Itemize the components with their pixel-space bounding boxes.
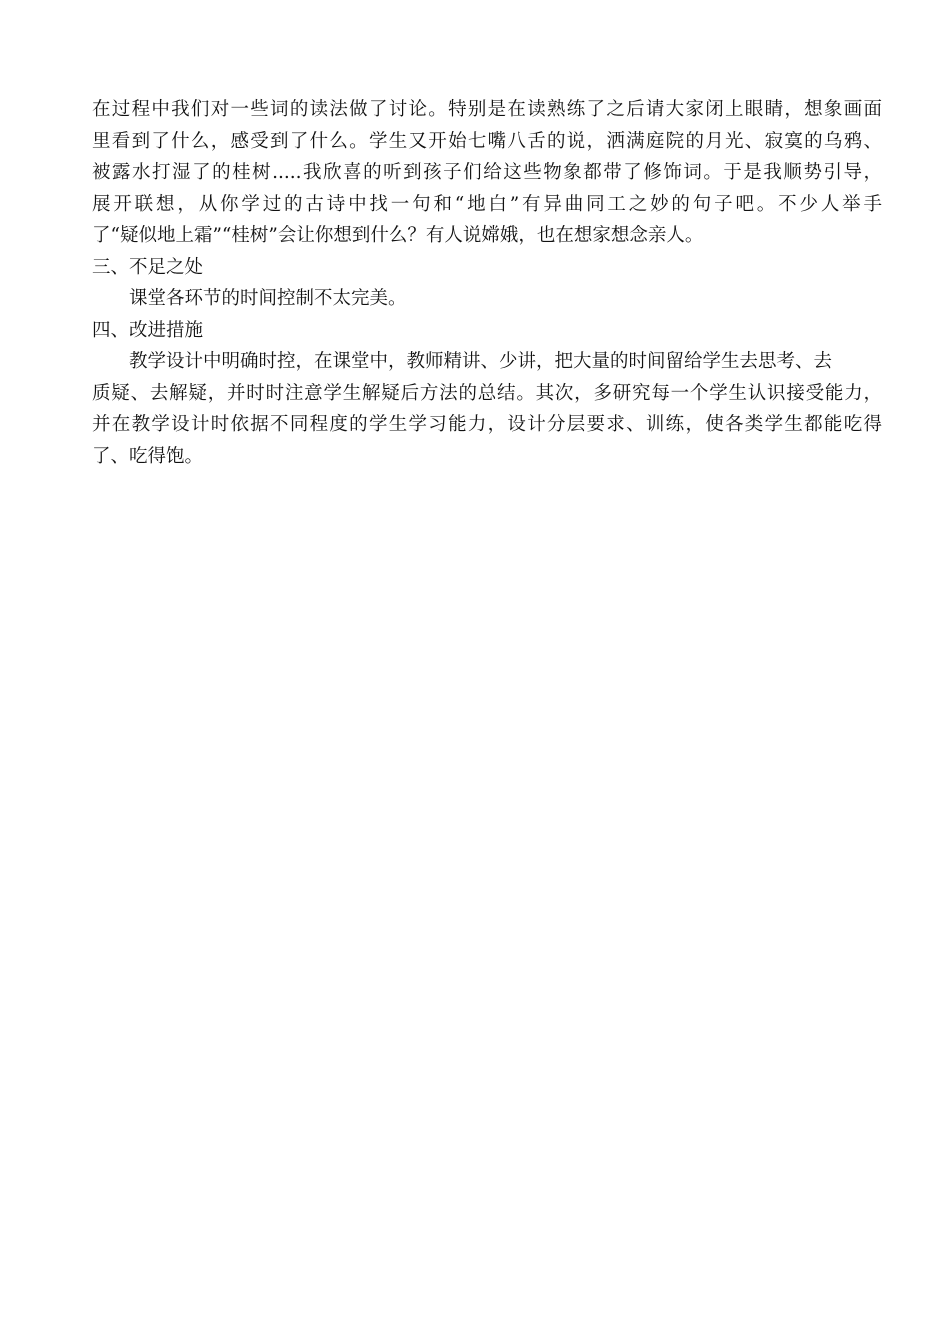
- section-heading-shortcomings: 三、不足之处: [92, 256, 204, 278]
- paragraph-line: 展开联想，从你学过的古诗中找一句和“地白”有异曲同工之妙的句子吧。不少人举手: [92, 193, 882, 215]
- section-heading-improvements: 四、改进措施: [92, 319, 204, 341]
- paragraph-line: 教学设计中明确时控，在课堂中，教师精讲、少讲，把大量的时间留给学生去思考、去: [129, 351, 833, 372]
- section-body-improvements: [92, 346, 882, 472]
- paragraph-line: 在过程中我们对一些词的读法做了讨论。特别是在读熟练了之后请大家闭上眼睛，想象画面: [92, 99, 882, 120]
- section-body-shortcomings: 课堂各环节的时间控制不太完美。: [129, 288, 407, 309]
- paragraph-line: 质疑、去解疑，并时时注意学生解疑后方法的总结。其次，多研究每一个学生认识接受能力，: [92, 382, 882, 404]
- paragraph-continued: [92, 94, 882, 252]
- paragraph-line: 了、吃得饱。: [92, 445, 204, 467]
- paragraph-line: 并在教学设计时依据不同程度的学生学习能力，设计分层要求、训练，使各类学生都能吃得: [92, 414, 882, 435]
- document-body: [92, 94, 882, 472]
- paragraph-line: 了“疑似地上霜”“桂树”会让你想到什么？有人说嫦娥，也在想家想念亲人。: [92, 225, 704, 246]
- paragraph-line: 被露水打湿了的桂树.....我欣喜的听到孩子们给这些物象都带了修饰词。于是我顺势引导，: [92, 162, 882, 183]
- paragraph-line: 里看到了什么，感受到了什么。学生又开始七嘴八舌的说，洒满庭院的月光、寂寞的乌鸦、: [92, 130, 882, 152]
